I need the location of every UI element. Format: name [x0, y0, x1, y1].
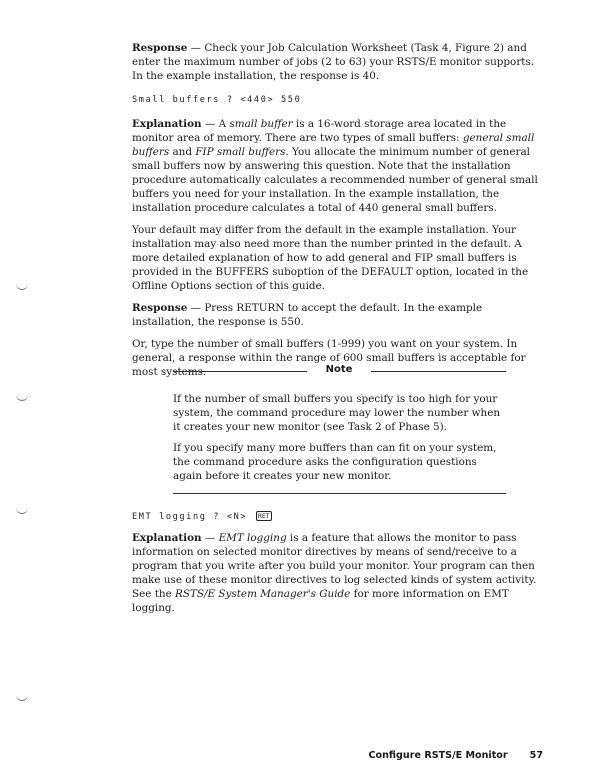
explanation-paragraph-small-buffer: Explanation — A small buffer is a 16-word storage area located in the monitor area of memory. There are two types of small buffers: general small buffers and FIP small buffers. You allocate the minimum number of general small buffers now by answering this question. Note that the installation procedure automatically calculates a recommended number of general small buffers you need for your installation. In the example installation, the installation procedure calculates a total of 440 general small buffers.: [132, 118, 538, 214]
or-paragraph: Or, type the number of small buffers (1-999) you want on your system. In general, a response within the range of 600 small buffers is acceptable for most systems.: [132, 338, 526, 378]
prompt-emt-logging: EMT logging ? <N> RET: [132, 512, 270, 522]
binder-hole-mark: [16, 394, 28, 401]
binder-hole-mark: [16, 507, 28, 514]
response-paragraph-jobs: Response — Check your Job Calculation Worksheet (Task 4, Figure 2) and enter the maximum number of jobs (2 to 63) your RSTS/E monitor supports. In the example installation, the response is 40.: [132, 42, 535, 82]
response-label: Response: [132, 42, 188, 54]
response-paragraph-return: Response — Press RETURN to accept the default. In the example installation, the response is 550.: [132, 302, 483, 328]
prompt-small-buffers: Small buffers ? <440> 550: [132, 95, 302, 105]
note-heading: [173, 364, 506, 378]
note-paragraph-2: If you specify many more buffers than can fit on your system, the command procedure asks the configuration questions again before it creates your new monitor.: [173, 442, 497, 482]
note-label: Note: [325, 364, 353, 375]
note-rule-left: [173, 371, 307, 372]
note-paragraph-1: If the number of small buffers you specify is too high for your system, the command procedure may lower the number when it creates your new monitor (see Task 2 of Phase 5).: [173, 393, 501, 433]
note-body: [173, 392, 506, 490]
page-footer: [0, 750, 543, 761]
return-key-icon: RET: [257, 512, 270, 520]
binder-hole-mark: [16, 283, 28, 290]
default-paragraph: Your default may differ from the default in the example installation. Your installation may also need more than the number printed in the default. A more detailed explanation of how to add general and FIP small buffers is provided in the BUFFERS suboption of the DEFAULT option, located in the Offline Options section of this guide.: [132, 224, 529, 292]
explanation-section: [132, 117, 542, 387]
explanation-emt: Explanation — EMT logging is a feature that allows the monitor to pass information on selected monitor directives by means of send/receive to a program that you write after you build your monitor. Your program can then make use of these monitor directives to log selected kinds of system activity. See the RSTS/E System Manager's Guide for more information on EMT logging.: [132, 532, 537, 614]
note-rule-right: [371, 371, 506, 372]
note-rule-bottom: [173, 493, 506, 494]
footer-title: Configure RSTS/E Monitor: [368, 750, 508, 761]
binder-hole-mark: [16, 694, 28, 701]
response-text: Check your Job Calculation Worksheet (Task 4, Figure 2) and enter the maximum number of jobs (2 to 63) your RSTS/E monitor supports. In the example installation, the response is 40.: [132, 42, 535, 82]
page-number: 57: [529, 750, 543, 761]
